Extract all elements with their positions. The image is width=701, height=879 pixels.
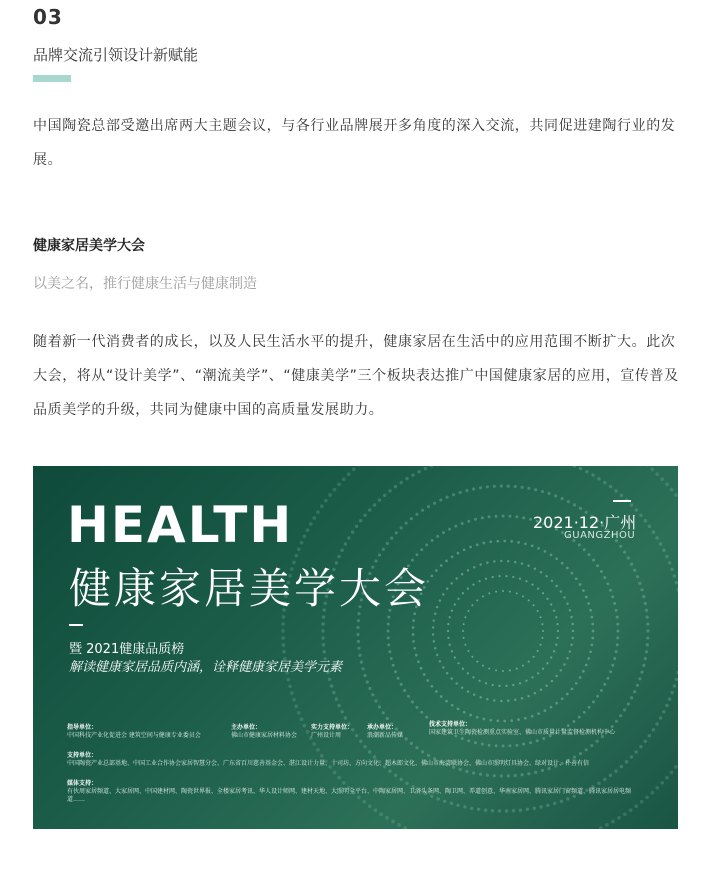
poster-line2: 解读健康家居品质内涵，诠释健康家居美学元素 bbox=[69, 660, 343, 675]
poster-host-text: 佛山市健康家居材料协会 bbox=[231, 732, 298, 739]
poster-support-text: 中国陶瓷产业总部基地、中国工业合作协会家居智慧分会、广东省百川慈善基金会、湛江设计力量、十司坊、方向文化、超木郎文化、佛山市海湾联协会、佛山市照明灯具协会、绿对设计、朴善有信 bbox=[67, 760, 590, 767]
poster-co bbox=[367, 724, 403, 740]
poster-tech-text: 国家建筑卫生陶瓷检测重点实验室、佛山市质量计量监督检测机构中心 bbox=[429, 729, 616, 736]
section-number: 03 bbox=[33, 5, 63, 29]
poster-host bbox=[231, 724, 297, 740]
poster-host-label: 主办单位： bbox=[231, 724, 262, 731]
poster-tech-label: 技术支持单位： bbox=[429, 721, 472, 728]
poster-dash bbox=[69, 624, 83, 626]
poster-strength-label: 实力支持单位： bbox=[311, 724, 354, 731]
section-subtitle: 品牌交流引领设计新赋能 bbox=[33, 46, 199, 64]
accent-bar bbox=[33, 75, 71, 82]
poster-dash-top bbox=[613, 500, 631, 502]
poster-headline-cn: 健康家居美学大会 bbox=[69, 564, 430, 613]
conference-body: 随着新一代消费者的成长，以及人民生活水平的提升，健康家居在生活中的应用范围不断扩大。此次大会，将从“设计美学”、“潮流美学”、“健康美学”三个板块表达推广中国健康家居的应用，宣传普及品质美学的升级，共同为健康中国的高质量发展助力。 bbox=[33, 334, 679, 418]
conference-title: 健康家居美学大会 bbox=[33, 238, 145, 254]
conference-tagline: 以美之名，推行健康生活与健康制造 bbox=[33, 276, 257, 292]
poster-support-label: 支持单位： bbox=[67, 752, 98, 759]
poster-media-text: 有伙周家居频道、大家居网、中国建材网、陶瓷世界报、全楼家居考讯、华人设计师网、建材天地、大照明全平台、中陶家居网、卫浴头条网、陶卫网、养道创意、华南家居网、腾讯家居门窗频道、腾讯家居居电频道…… bbox=[67, 788, 632, 803]
poster-co-text: 浪潮新品传媒 bbox=[367, 732, 404, 739]
poster-guide bbox=[67, 724, 201, 740]
poster-media bbox=[67, 780, 647, 804]
poster-guide-label: 指导单位： bbox=[67, 724, 98, 731]
poster-support bbox=[67, 752, 647, 768]
poster-line1: 暨 2021健康品质榜 bbox=[69, 642, 185, 657]
intro-paragraph: 中国陶瓷总部受邀出席两大主题会议，与各行业品牌展开多角度的深入交流，共同促进建陶行业的发展。 bbox=[33, 118, 676, 168]
poster-tech bbox=[429, 721, 615, 737]
poster-city-en: GUANGZHOU bbox=[564, 530, 636, 541]
poster-co-label: 承办单位： bbox=[367, 724, 398, 731]
poster-strength-text: 广州设计周 bbox=[311, 732, 342, 739]
conference-poster-image bbox=[33, 466, 678, 829]
poster-media-label: 媒体支持： bbox=[67, 780, 98, 787]
poster-strength bbox=[311, 724, 353, 740]
poster-guide-text: 中国科技产业化促进会 建筑空间与健康专业委员会 bbox=[67, 732, 201, 739]
poster-headline-en: HEALTH bbox=[67, 496, 294, 554]
poster-date: 2021·12·广州 bbox=[533, 513, 637, 532]
